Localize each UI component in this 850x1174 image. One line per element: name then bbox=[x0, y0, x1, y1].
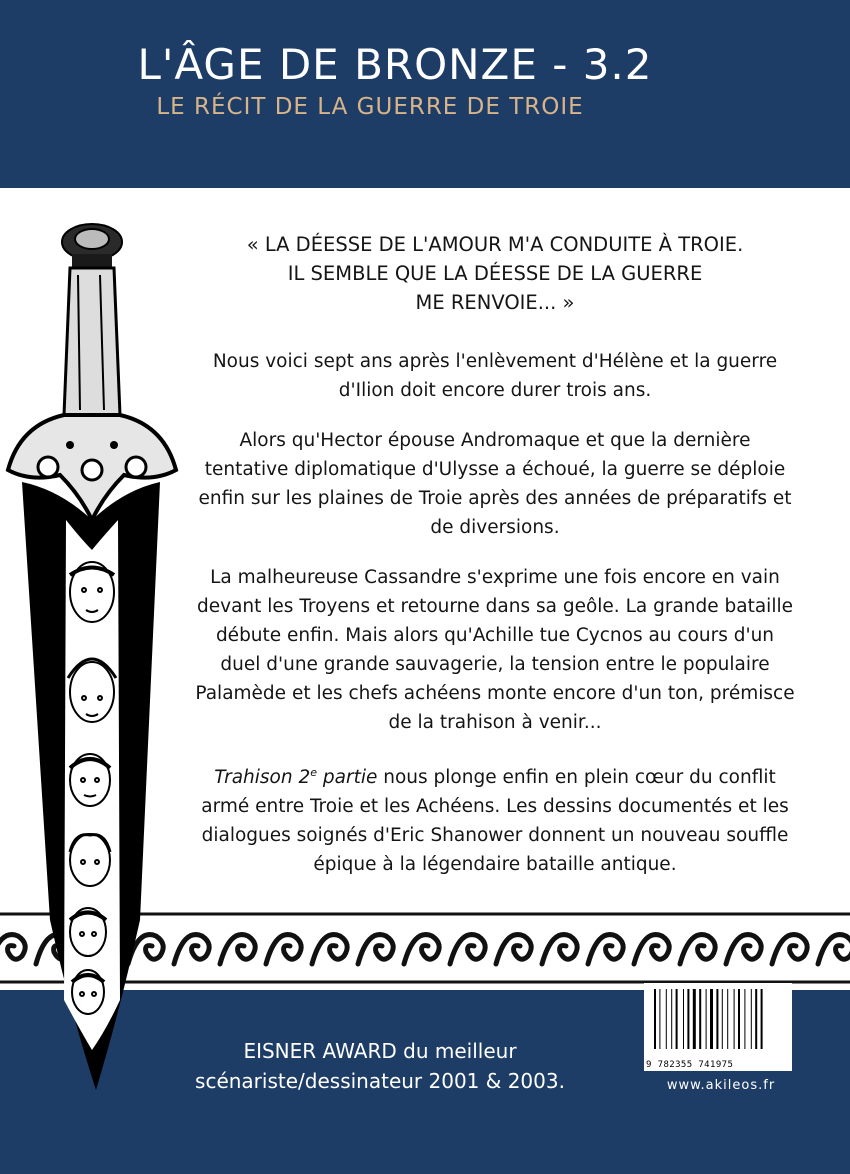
award-line-2: scénariste/dessinateur 2001 & 2003. bbox=[195, 1069, 565, 1093]
series-title-italic bbox=[214, 767, 377, 788]
italic-part: partie bbox=[317, 767, 378, 789]
paragraph-4 bbox=[195, 758, 795, 879]
paragraph-4-rest: nous plonge enfin en plein cœur du conflit armé entre Troie et les Achéens. Les dessins documentés et les dialogues soignés d'Eric Shanower donnent un nouveau souffle épique à la légendaire bataille antique. bbox=[201, 767, 789, 876]
header-band bbox=[0, 0, 850, 188]
quote-line-3: ME RENVOIE... » bbox=[415, 291, 575, 314]
opening-quote bbox=[195, 230, 795, 317]
paragraph-3: La malheureuse Cassandre s'exprime une fois encore en vain devant les Troyens et retourne dans sa geôle. La grande bataille débute enfin. Mais alors qu'Achille tue Cycnos au cours d'un duel d'une grande sauvagerie, la tension entre le populaire Palamède et les chefs achéens monte encore d'un ton, prémisce de la trahison à venir... bbox=[195, 567, 795, 733]
italic-title: Trahison 2 bbox=[214, 767, 311, 789]
award-text bbox=[150, 1036, 610, 1096]
barcode-digits: 9 782355 741975 bbox=[646, 1060, 734, 1070]
publisher-website[interactable]: www.akileos.fr bbox=[666, 1078, 776, 1093]
award-name: EISNER AWARD bbox=[243, 1039, 397, 1063]
quote-line-2: IL SEMBLE QUE LA DÉESSE DE LA GUERRE bbox=[287, 262, 703, 285]
paragraph-1: Nous voici sept ans après l'enlèvement d'Hélène et la guerre d'Ilion doit encore durer trois ans. bbox=[212, 351, 778, 401]
book-subtitle: LE RÉCIT DE LA GUERRE DE TROIE bbox=[156, 94, 584, 120]
bronze-dagger-icon bbox=[0, 220, 190, 1100]
book-title: L'ÂGE DE BRONZE - 3.2 bbox=[137, 40, 653, 89]
paragraph-2: Alors qu'Hector épouse Andromaque et que la dernière tentative diplomatique d'Ulysse a échoué, la guerre se déploie enfin sur les plaines de Troie après des années de préparatifs et de diversions. bbox=[198, 430, 792, 538]
barcode bbox=[644, 983, 792, 1071]
superscript: e bbox=[310, 766, 318, 779]
quote-line-1: « LA DÉESSE DE L'AMOUR M'A CONDUITE À TROIE. bbox=[246, 233, 744, 256]
barcode-bars-icon bbox=[648, 989, 796, 1057]
back-cover-text bbox=[195, 230, 795, 900]
award-line-1: du meilleur bbox=[396, 1039, 517, 1063]
